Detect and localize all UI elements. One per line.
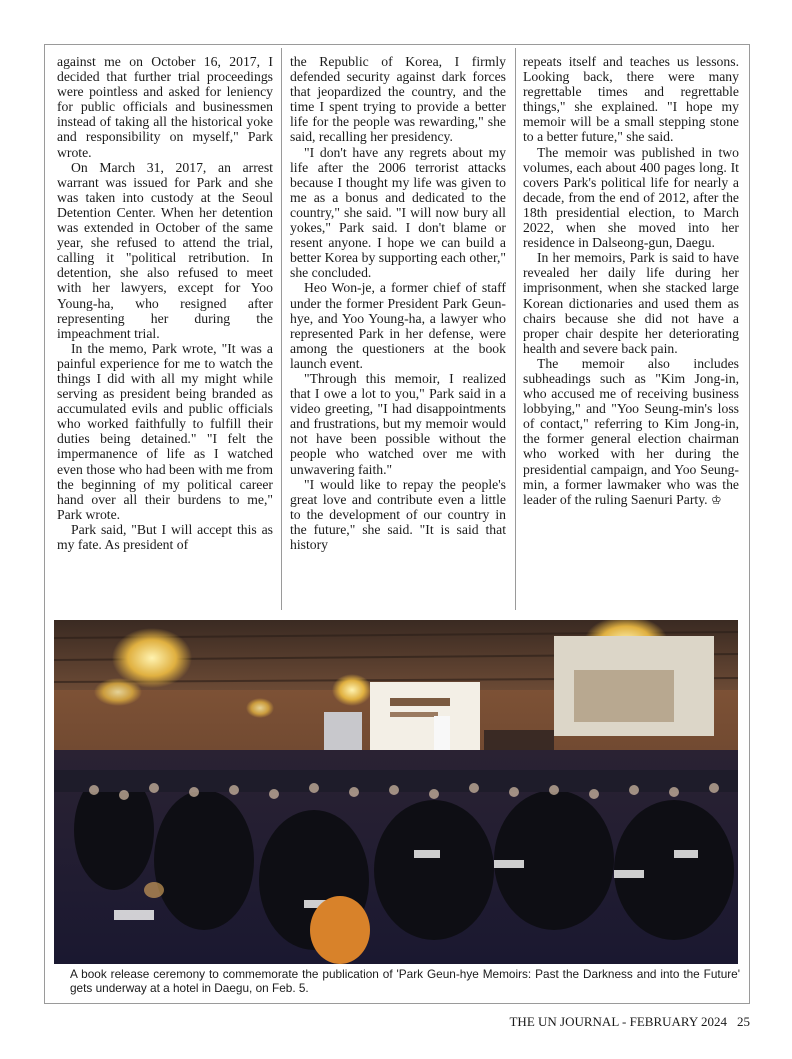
paragraph-text: The memoir also includes subheadings such as "Kim Jong-in, who accused me of receiving business lobbying," and "Yoo Seung-min's loss of contact," referring to Kim Jong-in, the former general election chairman who worked with her during the presidential campaign, and Yoo Seung-min, a former lawmaker who was the leader of the ruling Saenuri Party. <box>523 355 739 507</box>
paragraph: "I would like to repay the people's great love and contribute even a little to the development of our country in the future," she said. "It is said that history <box>290 476 506 552</box>
paragraph <box>523 356 739 508</box>
column-divider <box>515 48 516 610</box>
paragraph: Heo Won-je, a former chief of staff under the former President Park Geun-hye, and Yoo Young-ha, a lawyer who represented Park in her defense, were among the questioners at the book launch event. <box>290 280 506 371</box>
paragraph: "I don't have any regrets about my life after the 2006 terrorist attacks because I thought my life was given to me as a bonus and dedicated to the country," she said. "I will now bury all yokes," Park said. I don't blame or resent anyone. I hope we can build a better Korea by supporting each other," she concluded. <box>290 144 506 281</box>
paragraph: In her memoirs, Park is said to have revealed her daily life during her imprisonment, when she stacked large Korean dictionaries and used them as chairs because she did not have a proper chair despite her deteriorating health and severe back pain. <box>523 250 739 356</box>
paragraph: "Through this memoir, I realized that I owe a lot to you," Park said in a video greeting, "I had disappointments and frustrations, but my memoir would not have been possible without the people who watched over me with unwavering faith." <box>290 370 506 477</box>
paragraph: against me on October 16, 2017, I decided that further trial proceedings were pointless and asked for leniency for public officials and businessmen instead of taking all the historical yoke and responsibility on myself," Park wrote. <box>57 54 273 160</box>
paragraph: the Republic of Korea, I firmly defended security against dark forces that jeopardized the country, and the time I spent trying to provide a better life for the people was rewarding," she said, recalling her presidency. <box>290 54 506 145</box>
publication-name: THE UN JOURNAL - FEBRUARY 2024 <box>509 1014 727 1029</box>
paragraph: In the memo, Park wrote, "It was a painful experience for me to watch the things I did with all my might while serving as president being branded as accumulated evils and public officials who worked faithfully to fulfill their duties being detained." "I felt the impermanence of life as I watched even those who had been with me from the beginning of my political career hand over all their burdens to me," Park wrote. <box>57 340 273 522</box>
paragraph: Park said, "But I will accept this as my fate. As president of <box>57 521 273 552</box>
page-footer <box>440 1014 750 1030</box>
page-number: 25 <box>737 1014 750 1029</box>
photo-caption: A book release ceremony to commemorate the publication of 'Park Geun-hye Memoirs: Past the Darkness and into the Future' gets underway at a hotel in Daegu, on Feb. 5. <box>70 967 740 995</box>
paragraph: The memoir was published in two volumes, each about 400 pages long. It covers Park's political life for nearly a decade, from the end of 2012, after the 18th presidential election, to March 2022, when she moved into her residence in Dalseong-gun, Daegu. <box>523 144 739 251</box>
paragraph: repeats itself and teaches us lessons. Looking back, there were many regrettable times and regrettable things," she explained. "I hope my memoir will be a small stepping stone to a better future," she said. <box>523 54 739 145</box>
end-mark-icon: ♔ <box>711 492 722 507</box>
article-column-2 <box>290 54 506 610</box>
article-column-1 <box>57 54 273 610</box>
column-divider <box>281 48 282 610</box>
event-photo <box>54 620 738 964</box>
paragraph: On March 31, 2017, an arrest warrant was issued for Park and she was taken into custody at the Seoul Detention Center. When her detention was extended in October of the same year, she refused to attend the trial, calling it "political retribution. In detention, she also refused to meet with her lawyers, except for Yoo Young-ha, who resigned after representing her during the impeachment trial. <box>57 159 273 341</box>
article-column-3 <box>523 54 739 610</box>
